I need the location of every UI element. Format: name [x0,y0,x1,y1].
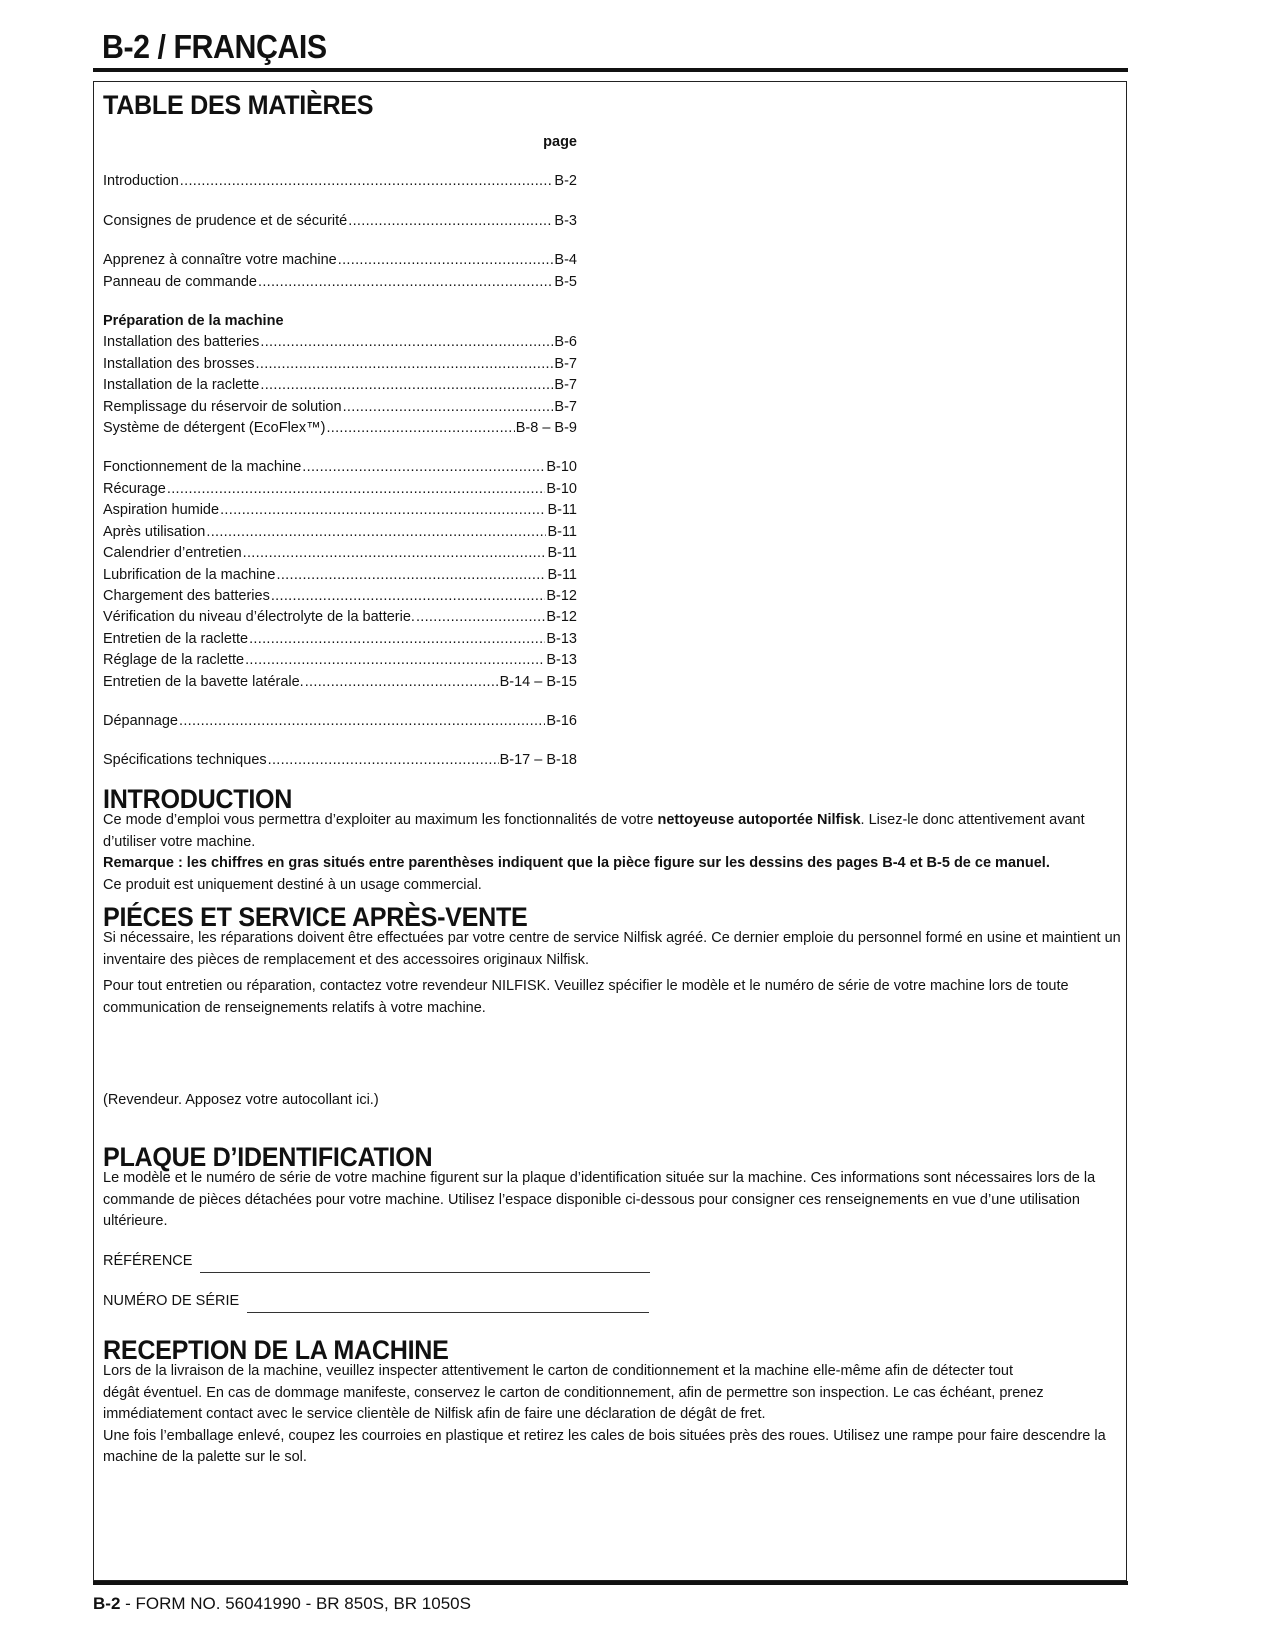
toc-dot-leader [206,522,546,543]
identification-plate-title: PLAQUE D’IDENTIFICATION [103,1142,433,1172]
toc-entry-page: B-10 [546,459,577,476]
toc-dot-leader [348,211,553,232]
intro-text-end: . Lisez-le donc attentivement avant d’utiliser votre machine. [103,812,1085,850]
toc-entry[interactable] [103,171,577,192]
toc-entry[interactable] [103,543,577,564]
toc-entry-label: Apprenez à connaître votre machine [103,252,337,269]
reference-line[interactable] [200,1254,650,1273]
toc-entry-page: B-12 [546,587,577,604]
toc-group [103,750,577,771]
toc-group [103,457,577,692]
toc-dot-leader [277,565,547,586]
toc-entry-label: Calendrier d’entretien [103,545,242,562]
toc-entry[interactable] [103,607,577,628]
toc-entry-label: Remplissage du réservoir de solution [103,398,342,415]
page-title: B-2 / FRANÇAIS [102,28,327,65]
machine-reception-title: RECEPTION DE LA MACHINE [103,1335,449,1365]
toc-entry-label: Spécifications techniques [103,752,267,769]
footer-page-number: B-2 [93,1594,121,1613]
toc-entry-label: Récurage [103,480,166,497]
toc-entry[interactable] [103,711,577,732]
parts-service-paragraph-2: Pour tout entretien ou réparation, contactez votre revendeur NILFISK. Veuillez spécifier le modèle et le numéro de série de votre machine lors de toute communication de renseignements relatifs à votre machine. [103,978,1069,1016]
toc-dot-leader [245,650,545,671]
toc-entry[interactable] [103,332,577,353]
toc-entry-label: Après utilisation [103,523,206,540]
toc-entry-label: Panneau de commande [103,273,257,290]
toc-dot-leader [302,457,545,478]
toc-group [103,171,577,192]
toc-entry-label: Installation des batteries [103,334,260,351]
introduction-note: Remarque : les chiffres en gras situés entre parenthèses indiquent que la pièce figure sur les dessins des pages B-4 et B-5 de ce manuel. [103,855,1050,872]
intro-text: Ce mode d’emploi vous permettra d’exploiter au maximum les fonctionnalités de votre [103,812,658,829]
toc-entry-page: B-6 [554,334,577,351]
dealer-sticker-area [103,1090,1121,1111]
toc-group [103,211,577,232]
toc-entry-page: B-13 [546,652,577,669]
toc-dot-leader [416,607,545,628]
toc-entry-label: Entretien de la bavette latérale. [103,673,304,690]
toc-entry-label: Installation des brosses [103,355,255,372]
machine-reception-paragraph-1 [103,1361,1121,1425]
toc-entry[interactable] [103,500,577,521]
toc-entry-page: B-7 [554,377,577,394]
toc-entry[interactable] [103,211,577,232]
serial-number-label: NUMÉRO DE SÉRIE [103,1293,240,1310]
toc-dot-leader [268,750,499,771]
toc-group-heading: Préparation de la machine [103,313,284,330]
intro-product-name: nettoyeuse autoportée Nilfisk [657,812,861,829]
toc-dot-leader [243,543,547,564]
footer-rule [93,1581,1128,1585]
toc-entry[interactable] [103,479,577,500]
toc-entry[interactable] [103,418,577,439]
toc-entry-page: B-4 [554,252,577,269]
toc-group [103,711,577,732]
toc-entry-label: Aspiration humide [103,502,220,519]
toc-entry-page: B-7 [554,355,577,372]
toc-entry[interactable] [103,522,577,543]
introduction-paragraph [103,810,1121,853]
toc-entry[interactable] [103,672,577,693]
parts-service-title: PIÉCES ET SERVICE APRÈS-VENTE [103,902,528,932]
toc-entry-page: B-5 [554,273,577,290]
toc-entry-label: Réglage de la raclette [103,652,245,669]
toc-entry-page: B-11 [547,502,577,519]
toc-dot-leader [179,711,545,732]
toc-dot-leader [326,418,514,439]
toc-title: TABLE DES MATIÈRES [103,90,374,120]
toc-dot-leader [220,500,546,521]
toc-page-column-label: page [543,134,577,150]
toc-entry-page: B-17 – B-18 [499,752,577,769]
content-frame [93,81,1127,1581]
toc-entry-label: Introduction [103,173,179,190]
machine-reception-section [103,1335,1121,1468]
toc-entry-label: Système de détergent (EcoFlex™) [103,420,326,437]
toc-dot-leader [271,586,546,607]
toc-entry-label: Installation de la raclette [103,377,260,394]
serial-number-field [103,1291,1121,1313]
toc-entry-page: B-8 – B-9 [515,420,577,437]
introduction-title: INTRODUCTION [103,784,293,814]
machine-reception-paragraph-2: Une fois l’emballage enlevé, coupez les courroies en plastique et retirez les cales de bois situées près des roues. Utilisez une rampe pour faire descendre la machine de la palette sur le sol. [103,1427,1106,1466]
toc-dot-leader [305,672,499,693]
toc-entry[interactable] [103,565,577,586]
identification-plate-section [103,1142,1121,1313]
toc-entry[interactable] [103,272,577,293]
toc-entry-page: B-11 [547,523,577,540]
toc-entry-label: Entretien de la raclette [103,630,249,647]
toc-entry[interactable] [103,397,577,418]
toc-entry[interactable] [103,250,577,271]
toc-dot-leader [260,332,553,353]
toc-entry-label: Vérification du niveau d’électrolyte de la batterie. [103,609,415,626]
toc-dot-leader [260,375,553,396]
reference-label: RÉFÉRENCE [103,1253,193,1270]
toc-entry-page: B-16 [546,712,577,729]
toc-entry[interactable] [103,650,577,671]
toc-entry-label: Lubrification de la machine [103,566,276,583]
toc-entry-page: B-2 [554,173,577,190]
footer-form-info: - FORM NO. 56041990 - BR 850S, BR 1050S [120,1594,471,1613]
dealer-sticker-note: (Revendeur. Apposez votre autocollant ici.) [103,1092,379,1108]
toc-dot-leader [256,354,554,375]
toc-entry-page: B-10 [546,480,577,497]
toc-entry-page: B-11 [547,545,577,562]
introduction-section [103,784,1121,896]
table-of-contents [103,132,577,790]
toc-entry-page: B-12 [546,609,577,626]
toc-entry[interactable] [103,750,577,771]
toc-entry-page: B-7 [554,398,577,415]
page-header [93,22,1128,72]
toc-entry-page: B-3 [554,212,577,229]
toc-group [103,311,577,439]
reception-line-2: dégât éventuel. En cas de dommage manifeste, conservez le carton de conditionnement, afin de permettre son inspection. Le cas échéant, prenez immédiatement contact avec le service clientèle de Nilfisk afin de faire une déclaration de dégât de fret. [103,1384,1044,1423]
page-footer [93,1594,471,1614]
toc-dot-leader [180,171,554,192]
reception-line-1: Lors de la livraison de la machine, veuillez inspecter attentivement le carton de conditionnement et la machine elle-même afin de détecter tout [103,1363,1013,1380]
toc-entry[interactable] [103,375,577,396]
toc-entry[interactable] [103,457,577,478]
toc-entry-page: B-14 – B-15 [499,673,577,690]
toc-dot-leader [249,629,545,650]
toc-entry[interactable] [103,354,577,375]
toc-entry-label: Fonctionnement de la machine [103,459,302,476]
reference-field [103,1251,1121,1273]
toc-entry-label: Chargement des batteries [103,587,270,604]
toc-entry-label: Dépannage [103,712,178,729]
toc-entry-label: Consignes de prudence et de sécurité [103,212,348,229]
toc-entry[interactable] [103,586,577,607]
toc-dot-leader [343,397,554,418]
serial-number-line[interactable] [247,1294,649,1313]
toc-dot-leader [338,250,554,271]
toc-group [103,250,577,293]
toc-entry[interactable] [103,629,577,650]
introduction-commercial-use: Ce produit est uniquement destiné à un usage commercial. [103,876,482,893]
parts-service-section [103,902,1121,1019]
identification-plate-paragraph: Le modèle et le numéro de série de votre machine figurent sur la plaque d’identification située sur la machine. Ces informations sont nécessaires lors de la commande de pièces détachées pour votre machine. Utilisez l’espace disponible ci-dessous pour consigner ces renseignements en vue d’une utilisation ultérieure. [103,1170,1096,1230]
toc-dot-leader [258,272,553,293]
toc-dot-leader [167,479,545,500]
toc-entry-page: B-13 [546,630,577,647]
parts-service-paragraph-1: Si nécessaire, les réparations doivent être effectuées par votre centre de service Nilfisk agréé. Ce dernier emploie du personnel formé en usine et maintient un inventaire des pièces de remplacement et des accessoires originaux Nilfisk. [103,930,1121,968]
toc-entry-page: B-11 [547,566,577,583]
